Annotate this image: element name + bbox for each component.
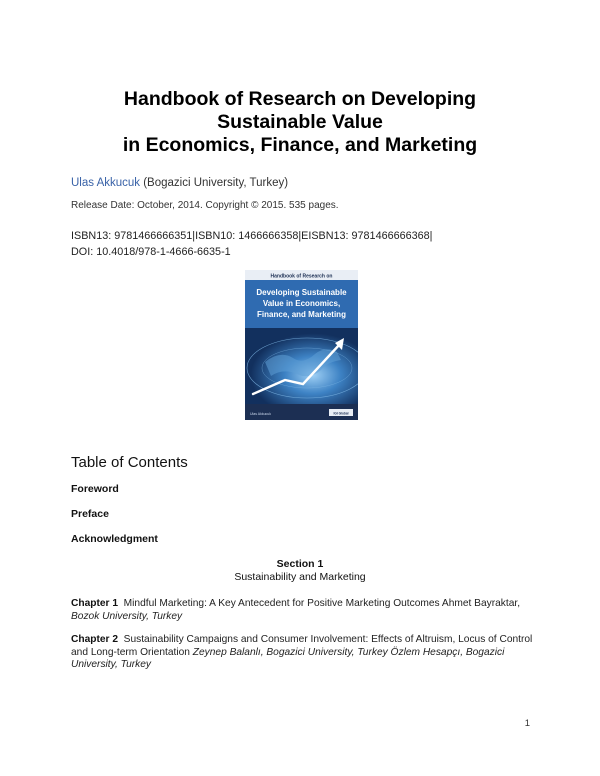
doi-line: DOI: 10.4018/978-1-4666-6635-1 xyxy=(71,246,231,258)
cover-title-line: Value in Economics, xyxy=(262,299,341,308)
chapter-label: Chapter 1 xyxy=(71,598,118,609)
book-title-line: Handbook of Research on Developing xyxy=(123,88,477,110)
author-affiliation: (Bogazici University, Turkey) xyxy=(140,177,289,189)
chapter-title: Mindful Marketing: A Key Antecedent for Positive Marketing Outcomes Ahmet Bayraktar, xyxy=(123,598,521,609)
section-title: Sustainability and Marketing xyxy=(234,571,366,583)
toc-heading: Table of Contents xyxy=(71,454,188,471)
chapter-affiliation: Bozok University, Turkey xyxy=(71,610,183,622)
book-cover-image xyxy=(245,270,358,420)
toc-item-foreword[interactable]: Foreword xyxy=(71,483,119,495)
cover-editor: Ulas Akkucuk xyxy=(250,412,272,416)
toc-chapter[interactable] xyxy=(71,634,541,672)
isbn-line: ISBN13: 9781466666351|ISBN10: 1466666358|EISBN13: 9781466666368| xyxy=(71,230,433,242)
chapter-label: Chapter 2 xyxy=(71,634,118,645)
toc-item-acknowledgment[interactable]: Acknowledgment xyxy=(71,533,158,545)
cover-kicker: Handbook of Research on xyxy=(270,273,333,280)
toc-chapter[interactable] xyxy=(71,598,541,623)
page-number: 1 xyxy=(524,718,530,729)
cover-title-line: Developing Sustainable xyxy=(256,288,347,297)
chapter-title: Sustainability Campaigns and Consumer Involvement: Effects of Altruism, Locus of Control and Long-term Orientation xyxy=(71,634,533,658)
book-title-line: in Economics, Finance, and Marketing xyxy=(122,134,478,156)
book-title xyxy=(0,88,600,157)
book-title-line: Sustainable Value xyxy=(217,111,383,133)
cover-artwork xyxy=(245,270,358,420)
author-line xyxy=(71,177,288,189)
toc-item-preface[interactable]: Preface xyxy=(71,508,109,520)
toc-section xyxy=(0,558,600,584)
cover-title-line: Finance, and Marketing xyxy=(257,310,346,319)
release-info: Release Date: October, 2014. Copyright © 2015. 535 pages. xyxy=(71,200,339,211)
chapter-affiliation: Zeynep Balanlı, Bogazici University, Turkey Özlem Hesapçı, Bogazici University, Turkey xyxy=(71,646,505,670)
author-link[interactable]: Ulas Akkucuk xyxy=(71,177,141,189)
isbn-info xyxy=(71,228,432,260)
cover-publisher-logo: IGI Global xyxy=(333,411,349,416)
section-number: Section 1 xyxy=(276,558,324,570)
